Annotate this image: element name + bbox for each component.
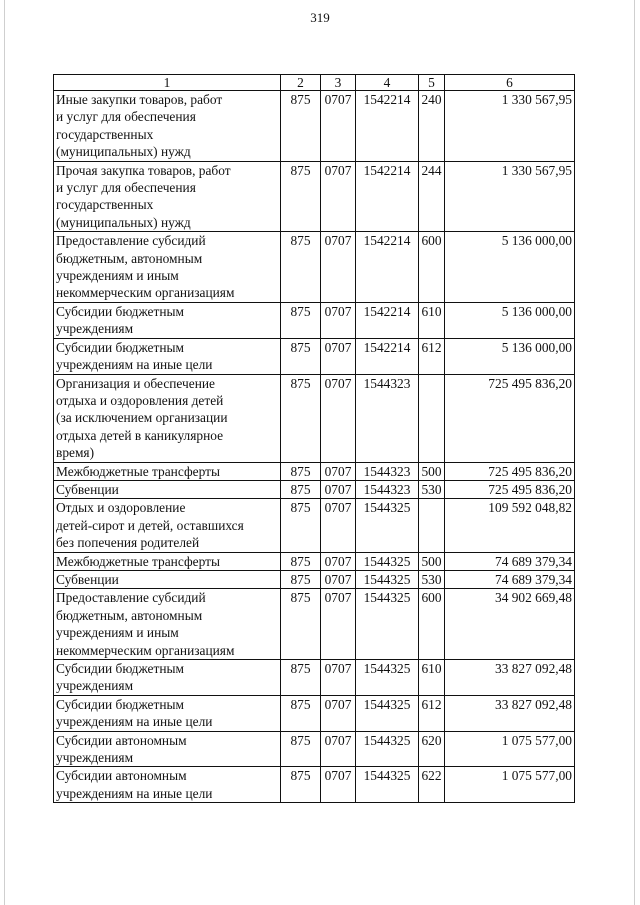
row-target-article: 1542214 — [356, 338, 419, 374]
row-expense-type: 500 — [419, 462, 445, 480]
row-expense-type: 244 — [419, 161, 445, 232]
row-amount: 33 827 092,48 — [445, 660, 575, 696]
row-ved-code: 875 — [281, 499, 321, 552]
row-name-line: (муниципальных) нужд — [56, 214, 191, 230]
row-name-line: Прочая закупка товаров, работ — [56, 162, 231, 178]
row-name — [54, 767, 281, 803]
row-ved-code: 875 — [281, 161, 321, 232]
row-section-code: 0707 — [321, 552, 356, 570]
row-name-line: Отдых и оздоровление — [56, 500, 186, 516]
row-name — [54, 695, 281, 731]
row-amount: 1 075 577,00 — [445, 767, 575, 803]
table-row — [54, 731, 575, 767]
row-name-line: отдыха и оздоровления детей — [56, 392, 224, 408]
table-row — [54, 767, 575, 803]
row-name-line: учреждениям на иные цели — [56, 357, 213, 373]
table-row — [54, 660, 575, 696]
row-target-article: 1544323 — [356, 480, 419, 498]
row-section-code: 0707 — [321, 767, 356, 803]
row-amount: 1 330 567,95 — [445, 161, 575, 232]
budget-table — [53, 74, 575, 803]
table-row — [54, 462, 575, 480]
row-name-line: некоммерческим организациям — [56, 285, 235, 301]
row-name-line: (муниципальных) нужд — [56, 144, 191, 160]
row-amount: 725 495 836,20 — [445, 480, 575, 498]
row-amount: 109 592 048,82 — [445, 499, 575, 552]
row-ved-code: 875 — [281, 91, 321, 162]
scan-edge-right — [634, 0, 635, 905]
row-name-line: Субсидии автономным — [56, 768, 187, 784]
row-expense-type: 240 — [419, 91, 445, 162]
table-row — [54, 302, 575, 338]
header-col-3: 3 — [321, 75, 356, 91]
row-section-code: 0707 — [321, 589, 356, 660]
row-name-line: (за исключением организации — [56, 410, 228, 426]
row-expense-type: 600 — [419, 232, 445, 303]
row-target-article: 1544325 — [356, 660, 419, 696]
row-name-line: бюджетным, автономным — [56, 607, 203, 623]
row-amount: 1 330 567,95 — [445, 91, 575, 162]
row-amount: 34 902 669,48 — [445, 589, 575, 660]
scan-edge-left — [4, 0, 5, 905]
row-name-line: учреждениям — [56, 321, 134, 337]
row-target-article: 1544323 — [356, 462, 419, 480]
row-ved-code: 875 — [281, 338, 321, 374]
row-name-line: государственных — [56, 197, 154, 213]
row-target-article: 1544325 — [356, 570, 419, 588]
row-name-line: Предоставление субсидий — [56, 233, 206, 249]
row-name — [54, 374, 281, 462]
row-name-line: Межбюджетные трансферты — [56, 463, 220, 479]
table-row — [54, 338, 575, 374]
row-target-article: 1544323 — [356, 374, 419, 462]
row-expense-type: 610 — [419, 660, 445, 696]
row-amount: 5 136 000,00 — [445, 232, 575, 303]
header-col-5: 5 — [419, 75, 445, 91]
row-ved-code: 875 — [281, 232, 321, 303]
row-name — [54, 232, 281, 303]
row-name — [54, 552, 281, 570]
row-target-article: 1542214 — [356, 161, 419, 232]
page-number: 319 — [310, 10, 330, 25]
row-section-code: 0707 — [321, 374, 356, 462]
row-section-code: 0707 — [321, 302, 356, 338]
row-name-line: Субвенции — [56, 571, 119, 587]
row-name-line: без попечения родителей — [56, 535, 200, 551]
row-amount: 5 136 000,00 — [445, 302, 575, 338]
row-name-line: учреждениям и иным — [56, 625, 179, 641]
row-expense-type: 610 — [419, 302, 445, 338]
row-section-code: 0707 — [321, 570, 356, 588]
row-name-line: учреждениям на иные цели — [56, 785, 213, 801]
row-name-line: некоммерческим организациям — [56, 642, 235, 658]
row-section-code: 0707 — [321, 731, 356, 767]
header-col-2: 2 — [281, 75, 321, 91]
table-row — [54, 161, 575, 232]
row-name-line: и услуг для обеспечения — [56, 180, 196, 196]
row-name-line: государственных — [56, 126, 154, 142]
row-name-line: учреждениям на иные цели — [56, 714, 213, 730]
row-name-line: время) — [56, 445, 95, 461]
row-name-line: и услуг для обеспечения — [56, 109, 196, 125]
row-expense-type — [419, 374, 445, 462]
row-ved-code: 875 — [281, 480, 321, 498]
row-section-code: 0707 — [321, 462, 356, 480]
table-row — [54, 232, 575, 303]
row-amount: 725 495 836,20 — [445, 462, 575, 480]
row-ved-code: 875 — [281, 570, 321, 588]
row-name-line: учреждениям и иным — [56, 268, 179, 284]
row-section-code: 0707 — [321, 660, 356, 696]
table-row — [54, 374, 575, 462]
row-target-article: 1544325 — [356, 552, 419, 570]
row-ved-code: 875 — [281, 767, 321, 803]
row-section-code: 0707 — [321, 338, 356, 374]
table-row — [54, 695, 575, 731]
row-target-article: 1542214 — [356, 91, 419, 162]
row-name — [54, 338, 281, 374]
row-section-code: 0707 — [321, 695, 356, 731]
row-name-line: Предоставление субсидий — [56, 590, 206, 606]
row-name — [54, 731, 281, 767]
row-ved-code: 875 — [281, 695, 321, 731]
row-expense-type: 500 — [419, 552, 445, 570]
row-name — [54, 660, 281, 696]
row-ved-code: 875 — [281, 731, 321, 767]
row-amount: 1 075 577,00 — [445, 731, 575, 767]
row-ved-code: 875 — [281, 552, 321, 570]
row-name — [54, 570, 281, 588]
row-name — [54, 480, 281, 498]
header-col-1: 1 — [54, 75, 281, 91]
row-section-code: 0707 — [321, 161, 356, 232]
row-name-line: Субсидии бюджетным — [56, 339, 184, 355]
row-target-article: 1544325 — [356, 695, 419, 731]
row-ved-code: 875 — [281, 302, 321, 338]
row-name — [54, 161, 281, 232]
row-amount: 33 827 092,48 — [445, 695, 575, 731]
row-expense-type: 530 — [419, 480, 445, 498]
row-name-line: Субвенции — [56, 481, 119, 497]
row-section-code: 0707 — [321, 232, 356, 303]
row-expense-type: 612 — [419, 338, 445, 374]
row-amount: 725 495 836,20 — [445, 374, 575, 462]
table-row — [54, 91, 575, 162]
row-target-article: 1544325 — [356, 731, 419, 767]
row-ved-code: 875 — [281, 462, 321, 480]
row-name-line: Субсидии бюджетным — [56, 661, 184, 676]
row-section-code: 0707 — [321, 499, 356, 552]
row-expense-type: 612 — [419, 695, 445, 731]
table-row — [54, 589, 575, 660]
row-name-line: Иные закупки товаров, работ — [56, 92, 223, 107]
row-name-line: бюджетным, автономным — [56, 250, 203, 266]
row-name-line: детей-сирот и детей, оставшихся — [56, 517, 244, 533]
row-amount: 74 689 379,34 — [445, 552, 575, 570]
row-name — [54, 302, 281, 338]
row-name — [54, 499, 281, 552]
table-row — [54, 480, 575, 498]
row-expense-type: 622 — [419, 767, 445, 803]
row-ved-code: 875 — [281, 374, 321, 462]
row-section-code: 0707 — [321, 480, 356, 498]
row-expense-type: 600 — [419, 589, 445, 660]
row-name-line: Субсидии бюджетным — [56, 303, 184, 319]
row-name-line: Субсидии бюджетным — [56, 696, 184, 712]
row-expense-type: 620 — [419, 731, 445, 767]
row-name-line: Субсидии автономным — [56, 732, 187, 748]
row-target-article: 1544325 — [356, 589, 419, 660]
row-name-line: учреждениям — [56, 750, 134, 766]
row-amount: 5 136 000,00 — [445, 338, 575, 374]
row-target-article: 1542214 — [356, 302, 419, 338]
row-expense-type: 530 — [419, 570, 445, 588]
row-name-line: учреждениям — [56, 678, 134, 694]
row-expense-type — [419, 499, 445, 552]
row-section-code: 0707 — [321, 91, 356, 162]
row-ved-code: 875 — [281, 589, 321, 660]
row-name-line: Межбюджетные трансферты — [56, 553, 220, 569]
row-name-line: отдыха детей в каникулярное — [56, 427, 224, 443]
row-target-article: 1542214 — [356, 232, 419, 303]
row-name — [54, 91, 281, 162]
row-name — [54, 589, 281, 660]
row-amount: 74 689 379,34 — [445, 570, 575, 588]
table-row — [54, 499, 575, 552]
row-name-line: Организация и обеспечение — [56, 375, 216, 391]
header-col-4: 4 — [356, 75, 419, 91]
table-row — [54, 552, 575, 570]
header-col-6: 6 — [445, 75, 575, 91]
row-ved-code: 875 — [281, 660, 321, 696]
table-header-row — [54, 75, 575, 91]
row-target-article: 1544325 — [356, 767, 419, 803]
table-row — [54, 570, 575, 588]
row-target-article: 1544325 — [356, 499, 419, 552]
row-name — [54, 462, 281, 480]
